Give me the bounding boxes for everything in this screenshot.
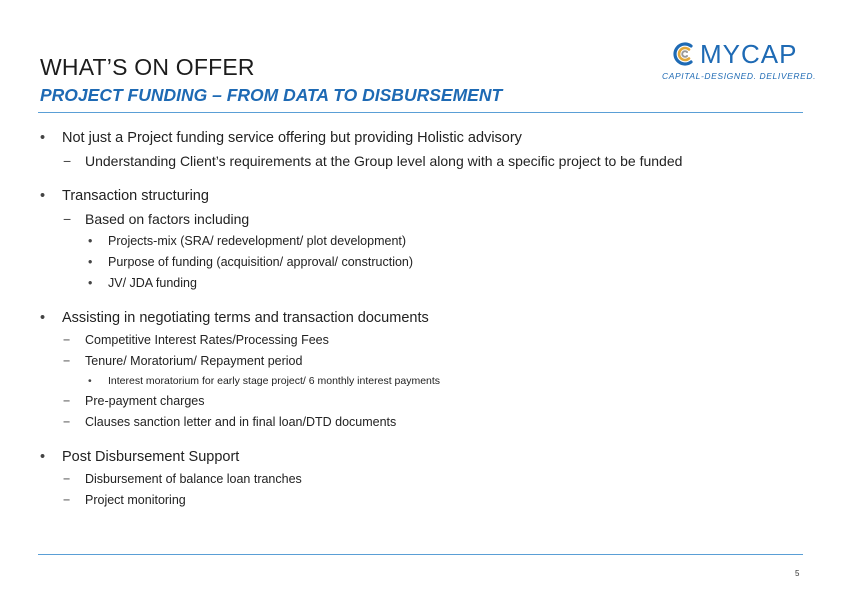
dash-icon: −: [63, 153, 72, 169]
section-3-item-3: Pre-payment charges: [85, 394, 205, 408]
section-4-heading: Post Disbursement Support: [62, 449, 240, 465]
section-3-subitem-1: Interest moratorium for early stage project/ 6 monthly interest payments: [108, 375, 441, 387]
section-3-heading: Assisting in negotiating terms and transaction documents: [62, 310, 429, 326]
logo-wordmark: MYCAP: [700, 39, 798, 69]
bullet-icon: •: [40, 449, 46, 465]
dash-icon: −: [63, 394, 71, 408]
dash-icon: −: [63, 333, 71, 347]
section-1-heading: Not just a Project funding service offering but providing Holistic advisory: [62, 130, 522, 146]
bullet-icon: •: [40, 130, 46, 146]
section-3-item-1: Competitive Interest Rates/Processing Fees: [85, 333, 329, 347]
slide-subtitle: PROJECT FUNDING – FROM DATA TO DISBURSEMENT: [40, 85, 503, 105]
bullet-icon: •: [88, 375, 92, 387]
section-2-subitem-2: Purpose of funding (acquisition/ approval/ construction): [108, 255, 414, 269]
section-2-subitem-1: Projects-mix (SRA/ redevelopment/ plot development): [108, 234, 407, 248]
bullet-icon: •: [88, 234, 93, 248]
dash-icon: −: [63, 211, 72, 227]
section-2-subitem-3: JV/ JDA funding: [108, 276, 197, 290]
section-3-item-2: Tenure/ Moratorium/ Repayment period: [85, 354, 303, 368]
section-2-item-1: Based on factors including: [85, 211, 250, 227]
dash-icon: −: [63, 354, 71, 368]
section-2-heading: Transaction structuring: [62, 188, 209, 204]
section-4-item-2: Project monitoring: [85, 493, 186, 507]
page-number: 5: [795, 569, 800, 578]
dash-icon: −: [63, 472, 71, 486]
dash-icon: −: [63, 493, 71, 507]
slide-title: WHAT’S ON OFFER: [40, 54, 255, 80]
section-1-item-1: Understanding Client’s requirements at the Group level along with a specific project to be funded: [85, 153, 683, 169]
bullet-icon: •: [40, 310, 46, 326]
section-4-item-1: Disbursement of balance loan tranches: [85, 472, 302, 486]
bullet-icon: •: [88, 255, 93, 269]
footer-divider: [38, 554, 803, 555]
section-3-item-4: Clauses sanction letter and in final loan/DTD documents: [85, 415, 397, 429]
logo-tagline: CAPITAL-DESIGNED. DELIVERED.: [662, 71, 817, 81]
logo-mark-icon: [672, 41, 698, 67]
dash-icon: −: [63, 415, 71, 429]
bullet-icon: •: [40, 188, 46, 204]
header-divider: [38, 112, 803, 113]
bullet-icon: •: [88, 276, 93, 290]
company-logo: [662, 39, 817, 85]
